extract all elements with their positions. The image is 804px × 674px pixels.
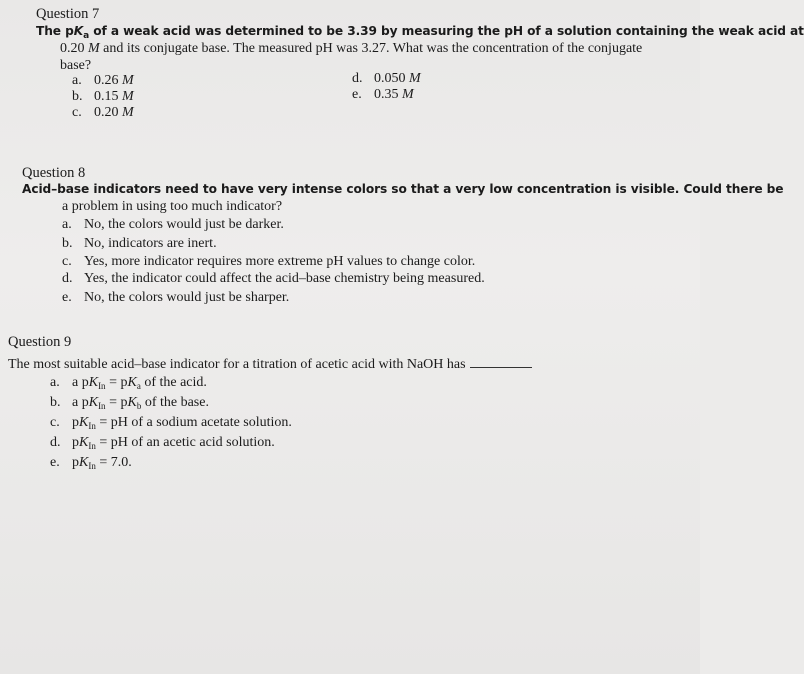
answer-blank[interactable] xyxy=(470,355,532,368)
q9-option-a[interactable]: a. a $pK_{In} = pK_a$ of the acid. xyxy=(50,375,207,391)
question-8-stem-line-1: Acid–base indicators need to have very intense colors so that a very low concentration is visible. Could there be xyxy=(22,182,784,196)
question-7-title: Question 7 xyxy=(36,6,100,22)
q7-option-c[interactable]: c. 0.20 M xyxy=(72,105,134,120)
q8-option-c[interactable]: c. Yes, more indicator requires more extreme pH values to change color. xyxy=(62,254,476,269)
question-9-stem: The most suitable acid–base indicator for a titration of acetic acid with NaOH has xyxy=(8,355,532,373)
q8-option-b[interactable]: b. No, indicators are inert. xyxy=(62,236,217,251)
question-8-title: Question 8 xyxy=(22,165,86,181)
q7-option-b[interactable]: b. 0.15 M xyxy=(72,89,134,104)
question-9-title: Question 9 xyxy=(8,334,72,350)
question-7-stem-line-1: The $pK_a$ of a weak acid was determined to be 3.39 by measuring the pH of a solution containing the weak acid at xyxy=(36,24,804,41)
q8-option-e[interactable]: e. No, the colors would just be sharper. xyxy=(62,290,290,305)
q9-option-b[interactable]: b. a $pK_{In} = pK_b$ of the base. xyxy=(50,395,209,411)
q7-option-a[interactable]: a. 0.26 M xyxy=(72,73,134,88)
q8-option-d[interactable]: d. Yes, the indicator could affect the acid–base chemistry being measured. xyxy=(62,271,485,286)
q9-option-d[interactable]: d. $pK_{In}$ = pH of an acetic acid solution. xyxy=(50,435,275,451)
question-7-stem-line-2: 0.20 M and its conjugate base. The measured pH was 3.27. What was the concentration of the conjugate xyxy=(60,41,643,56)
q8-option-a[interactable]: a. No, the colors would just be darker. xyxy=(62,217,284,232)
question-7-stem-line-3: base? xyxy=(60,58,92,73)
q9-option-c[interactable]: c. $pK_{In}$ = pH of a sodium acetate solution. xyxy=(50,415,292,431)
q7-option-d[interactable]: d. 0.050 M xyxy=(352,71,421,86)
q7-option-e[interactable]: e. 0.35 M xyxy=(352,87,414,102)
q9-option-e[interactable]: e. $pK_{In} = 7.0$. xyxy=(50,455,132,471)
question-8-stem-line-2: a problem in using too much indicator? xyxy=(62,199,283,214)
